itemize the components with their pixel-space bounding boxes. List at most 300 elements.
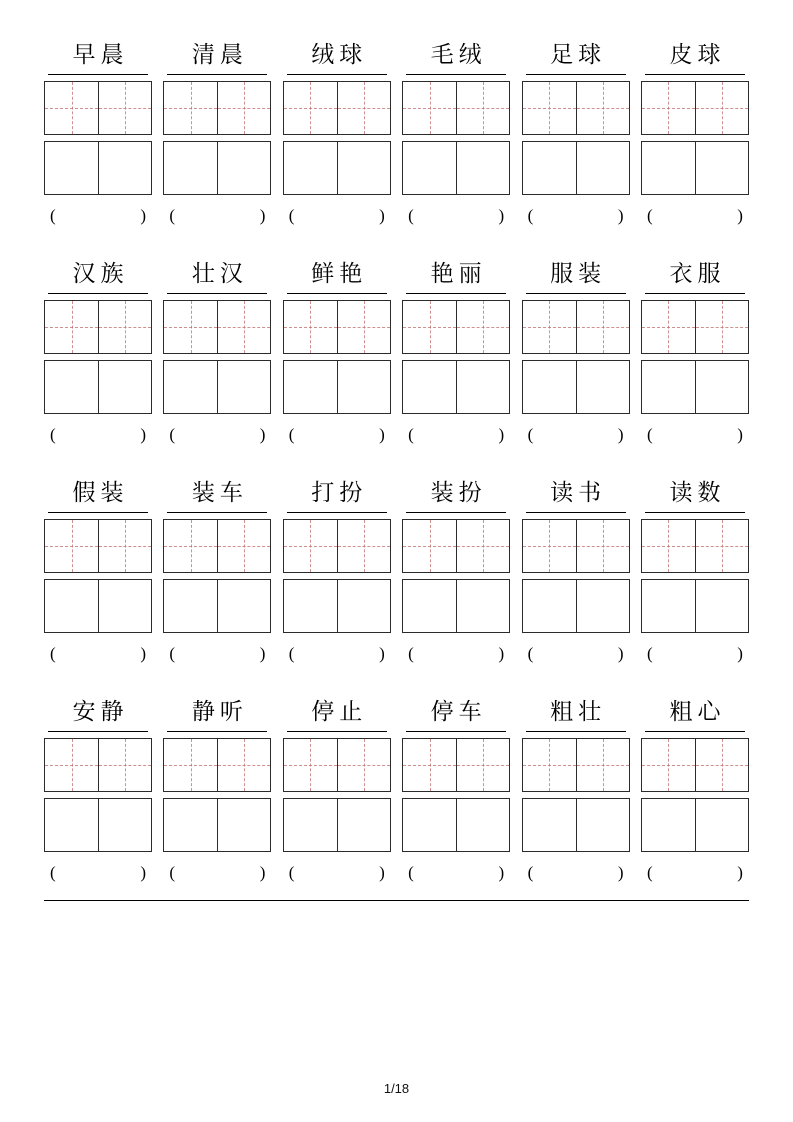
- word-label: 停车: [406, 697, 506, 732]
- grid-square[interactable]: [403, 361, 456, 413]
- writing-grid-blank[interactable]: [641, 798, 749, 852]
- grid-square[interactable]: [576, 580, 629, 632]
- word-cell: [641, 259, 749, 450]
- writing-grid-guided[interactable]: [522, 300, 630, 354]
- grid-square[interactable]: [217, 82, 270, 134]
- answer-parentheses[interactable]: [283, 858, 391, 888]
- grid-square[interactable]: [642, 142, 695, 194]
- writing-grid-blank[interactable]: [522, 798, 630, 852]
- word-cell: [44, 478, 152, 669]
- paren-close: ): [737, 206, 743, 225]
- grid-square[interactable]: [284, 361, 337, 413]
- writing-grid-guided[interactable]: [522, 81, 630, 135]
- writing-grid-stack: [641, 300, 749, 414]
- grid-square[interactable]: [523, 799, 576, 851]
- grid-square[interactable]: [642, 301, 695, 353]
- grid-square[interactable]: [164, 739, 217, 791]
- grid-square[interactable]: [403, 520, 456, 572]
- grid-square[interactable]: [642, 520, 695, 572]
- grid-square[interactable]: [45, 301, 98, 353]
- grid-square[interactable]: [695, 361, 748, 413]
- grid-square[interactable]: [403, 142, 456, 194]
- grid-square[interactable]: [45, 799, 98, 851]
- grid-square[interactable]: [337, 799, 390, 851]
- grid-square[interactable]: [523, 361, 576, 413]
- paren-close: ): [617, 644, 624, 663]
- paren-open: (: [288, 863, 295, 882]
- answer-parentheses[interactable]: [44, 639, 152, 669]
- writing-grid-blank[interactable]: [283, 360, 391, 414]
- writing-grid-guided[interactable]: [402, 81, 510, 135]
- word-cell: [402, 697, 510, 888]
- paren-close: ): [737, 863, 743, 882]
- grid-square[interactable]: [695, 799, 748, 851]
- grid-square[interactable]: [576, 82, 629, 134]
- word-label: 读书: [526, 478, 626, 513]
- grid-square[interactable]: [695, 580, 748, 632]
- writing-grid-guided[interactable]: [641, 81, 749, 135]
- word-label: 打扮: [287, 478, 387, 513]
- grid-square[interactable]: [284, 799, 337, 851]
- word-cell: [402, 40, 510, 231]
- paren-open: (: [50, 863, 56, 882]
- row-spacer: [44, 675, 749, 697]
- grid-square[interactable]: [337, 142, 390, 194]
- paren-open: (: [169, 863, 176, 882]
- grid-square[interactable]: [456, 799, 509, 851]
- paren-open: (: [527, 206, 534, 225]
- grid-square[interactable]: [45, 361, 98, 413]
- writing-grid-stack: [283, 300, 391, 414]
- word-label: 艳丽: [406, 259, 506, 294]
- paren-close: ): [379, 425, 385, 444]
- grid-square[interactable]: [337, 739, 390, 791]
- writing-grid-blank[interactable]: [283, 141, 391, 195]
- grid-square[interactable]: [217, 520, 270, 572]
- grid-square[interactable]: [403, 301, 456, 353]
- answer-parentheses[interactable]: [522, 639, 630, 669]
- grid-square[interactable]: [98, 361, 151, 413]
- word-cell: [522, 259, 630, 450]
- grid-square[interactable]: [337, 301, 390, 353]
- grid-square[interactable]: [98, 520, 151, 572]
- word-label: 壮汉: [167, 259, 267, 294]
- grid-square[interactable]: [642, 799, 695, 851]
- word-label: 清晨: [167, 40, 267, 75]
- writing-grid-blank[interactable]: [44, 798, 152, 852]
- word-label: 停止: [287, 697, 387, 732]
- writing-grid-blank[interactable]: [283, 579, 391, 633]
- grid-square[interactable]: [98, 739, 151, 791]
- grid-square[interactable]: [695, 142, 748, 194]
- answer-parentheses[interactable]: [641, 420, 749, 450]
- paren-open: (: [408, 863, 414, 882]
- grid-square[interactable]: [98, 301, 151, 353]
- grid-square[interactable]: [217, 580, 270, 632]
- word-cell: [641, 697, 749, 888]
- answer-parentheses[interactable]: [641, 858, 749, 888]
- writing-grid-stack: [283, 519, 391, 633]
- word-cell: [283, 478, 391, 669]
- answer-parentheses[interactable]: [522, 420, 630, 450]
- word-label: 安静: [48, 697, 148, 732]
- writing-grid-stack: [163, 519, 271, 633]
- writing-grid-blank[interactable]: [44, 579, 152, 633]
- paren-close: ): [140, 425, 146, 444]
- writing-grid-blank[interactable]: [44, 360, 152, 414]
- paren-open: (: [50, 644, 56, 663]
- writing-grid-guided[interactable]: [402, 519, 510, 573]
- answer-parentheses[interactable]: [402, 420, 510, 450]
- answer-parentheses[interactable]: [283, 639, 391, 669]
- writing-grid-guided[interactable]: [44, 300, 152, 354]
- writing-grid-stack: [44, 81, 152, 195]
- writing-grid-stack: [283, 81, 391, 195]
- writing-grid-guided[interactable]: [402, 300, 510, 354]
- writing-grid-guided[interactable]: [163, 519, 271, 573]
- writing-grid-blank[interactable]: [163, 579, 271, 633]
- writing-grid-stack: [44, 300, 152, 414]
- grid-square[interactable]: [164, 361, 217, 413]
- table-row: [44, 259, 749, 450]
- writing-grid-stack: [402, 81, 510, 195]
- word-cell: [402, 259, 510, 450]
- grid-square[interactable]: [45, 520, 98, 572]
- writing-grid-stack: [641, 738, 749, 852]
- writing-grid-guided[interactable]: [641, 738, 749, 792]
- row-spacer: [44, 237, 749, 259]
- grid-square[interactable]: [164, 142, 217, 194]
- writing-grid-stack: [522, 300, 630, 414]
- word-label: 假装: [48, 478, 148, 513]
- grid-square[interactable]: [284, 82, 337, 134]
- word-label: 绒球: [287, 40, 387, 75]
- writing-grid-stack: [641, 519, 749, 633]
- writing-grid-guided[interactable]: [402, 738, 510, 792]
- writing-grid-guided[interactable]: [641, 519, 749, 573]
- writing-grid-stack: [283, 738, 391, 852]
- grid-square[interactable]: [456, 142, 509, 194]
- paren-close: ): [498, 206, 505, 225]
- answer-parentheses[interactable]: [641, 639, 749, 669]
- writing-grid-stack: [44, 519, 152, 633]
- word-row-block: [44, 697, 749, 888]
- grid-square[interactable]: [284, 580, 337, 632]
- grid-square[interactable]: [284, 739, 337, 791]
- grid-square[interactable]: [337, 580, 390, 632]
- paren-close: ): [617, 206, 624, 225]
- paren-open: (: [50, 425, 56, 444]
- writing-grid-stack: [522, 738, 630, 852]
- answer-parentheses[interactable]: [402, 201, 510, 231]
- grid-square[interactable]: [695, 82, 748, 134]
- paren-open: (: [50, 206, 56, 225]
- paren-close: ): [259, 863, 266, 882]
- grid-square[interactable]: [456, 580, 509, 632]
- writing-grid-guided[interactable]: [44, 738, 152, 792]
- writing-grid-stack: [402, 738, 510, 852]
- grid-square[interactable]: [98, 82, 151, 134]
- writing-grid-blank[interactable]: [522, 579, 630, 633]
- answer-parentheses[interactable]: [641, 201, 749, 231]
- paren-close: ): [498, 863, 505, 882]
- grid-square[interactable]: [523, 82, 576, 134]
- paren-open: (: [288, 425, 295, 444]
- writing-grid-guided[interactable]: [163, 81, 271, 135]
- writing-grid-guided[interactable]: [283, 738, 391, 792]
- word-cell: [641, 478, 749, 669]
- grid-square[interactable]: [45, 739, 98, 791]
- word-row-block: [44, 40, 749, 231]
- grid-square[interactable]: [456, 739, 509, 791]
- answer-parentheses[interactable]: [402, 639, 510, 669]
- writing-grid-stack: [163, 81, 271, 195]
- word-cell: [44, 697, 152, 888]
- writing-grid-blank[interactable]: [283, 798, 391, 852]
- writing-grid-blank[interactable]: [641, 579, 749, 633]
- word-cell: [283, 697, 391, 888]
- grid-square[interactable]: [456, 520, 509, 572]
- table-row: [44, 40, 749, 231]
- grid-square[interactable]: [695, 301, 748, 353]
- paren-close: ): [498, 425, 505, 444]
- word-row-block: [44, 259, 749, 450]
- grid-square[interactable]: [403, 739, 456, 791]
- row-spacer: [44, 456, 749, 478]
- answer-parentheses[interactable]: [163, 201, 271, 231]
- writing-grid-guided[interactable]: [163, 738, 271, 792]
- writing-grid-blank[interactable]: [163, 141, 271, 195]
- grid-square[interactable]: [576, 142, 629, 194]
- word-label: 衣服: [645, 259, 745, 294]
- writing-grid-blank[interactable]: [641, 360, 749, 414]
- writing-grid-blank[interactable]: [402, 360, 510, 414]
- grid-square[interactable]: [642, 82, 695, 134]
- answer-parentheses[interactable]: [163, 639, 271, 669]
- grid-square[interactable]: [217, 799, 270, 851]
- grid-square[interactable]: [337, 520, 390, 572]
- grid-square[interactable]: [456, 301, 509, 353]
- worksheet-rows: [44, 40, 749, 901]
- paren-open: (: [527, 644, 534, 663]
- answer-parentheses[interactable]: [44, 858, 152, 888]
- grid-square[interactable]: [403, 580, 456, 632]
- paren-open: (: [169, 644, 176, 663]
- grid-square[interactable]: [164, 520, 217, 572]
- word-cell: [402, 478, 510, 669]
- writing-grid-guided[interactable]: [522, 738, 630, 792]
- grid-square[interactable]: [576, 520, 629, 572]
- word-cell: [163, 40, 271, 231]
- paren-close: ): [379, 644, 385, 663]
- grid-square[interactable]: [576, 361, 629, 413]
- grid-square[interactable]: [337, 361, 390, 413]
- word-label: 皮球: [645, 40, 745, 75]
- answer-parentheses[interactable]: [163, 858, 271, 888]
- word-cell: [44, 259, 152, 450]
- writing-grid-guided[interactable]: [522, 519, 630, 573]
- grid-square[interactable]: [642, 739, 695, 791]
- writing-grid-stack: [44, 738, 152, 852]
- paren-open: (: [169, 425, 176, 444]
- paren-open: (: [288, 206, 295, 225]
- word-cell: [163, 478, 271, 669]
- answer-parentheses[interactable]: [522, 201, 630, 231]
- grid-square[interactable]: [403, 799, 456, 851]
- grid-square[interactable]: [98, 580, 151, 632]
- word-label: 鲜艳: [287, 259, 387, 294]
- writing-grid-guided[interactable]: [283, 300, 391, 354]
- writing-grid-blank[interactable]: [163, 360, 271, 414]
- word-cell: [163, 259, 271, 450]
- writing-grid-guided[interactable]: [163, 300, 271, 354]
- answer-parentheses[interactable]: [283, 201, 391, 231]
- paren-close: ): [498, 644, 505, 663]
- grid-square[interactable]: [642, 580, 695, 632]
- grid-square[interactable]: [523, 301, 576, 353]
- writing-grid-blank[interactable]: [522, 141, 630, 195]
- word-label: 毛绒: [406, 40, 506, 75]
- writing-grid-stack: [402, 300, 510, 414]
- grid-square[interactable]: [523, 739, 576, 791]
- word-label: 装车: [167, 478, 267, 513]
- paren-close: ): [140, 863, 146, 882]
- grid-square[interactable]: [337, 82, 390, 134]
- paren-close: ): [259, 425, 266, 444]
- grid-square[interactable]: [98, 142, 151, 194]
- grid-square[interactable]: [45, 82, 98, 134]
- word-row-block: [44, 478, 749, 669]
- word-cell: [641, 40, 749, 231]
- word-cell: [163, 697, 271, 888]
- word-label: 早晨: [48, 40, 148, 75]
- paren-open: (: [408, 644, 414, 663]
- grid-square[interactable]: [576, 739, 629, 791]
- writing-grid-blank[interactable]: [402, 579, 510, 633]
- word-cell: [283, 259, 391, 450]
- writing-grid-guided[interactable]: [283, 81, 391, 135]
- paren-open: (: [169, 206, 176, 225]
- paren-close: ): [737, 644, 743, 663]
- paren-open: (: [646, 644, 653, 663]
- word-label: 粗心: [645, 697, 745, 732]
- grid-square[interactable]: [284, 142, 337, 194]
- paren-close: ): [259, 644, 266, 663]
- grid-square[interactable]: [523, 580, 576, 632]
- writing-grid-stack: [163, 300, 271, 414]
- paren-open: (: [408, 206, 414, 225]
- grid-square[interactable]: [164, 301, 217, 353]
- word-label: 静听: [167, 697, 267, 732]
- grid-square[interactable]: [217, 739, 270, 791]
- writing-grid-blank[interactable]: [402, 798, 510, 852]
- answer-parentheses[interactable]: [522, 858, 630, 888]
- answer-parentheses[interactable]: [44, 201, 152, 231]
- writing-grid-blank[interactable]: [163, 798, 271, 852]
- grid-square[interactable]: [164, 82, 217, 134]
- bottom-rule: [44, 900, 749, 901]
- writing-grid-guided[interactable]: [44, 81, 152, 135]
- writing-grid-stack: [641, 81, 749, 195]
- grid-square[interactable]: [403, 82, 456, 134]
- writing-grid-guided[interactable]: [283, 519, 391, 573]
- paren-open: (: [646, 863, 653, 882]
- paren-close: ): [379, 863, 385, 882]
- grid-square[interactable]: [45, 580, 98, 632]
- paren-open: (: [288, 644, 295, 663]
- grid-square[interactable]: [164, 799, 217, 851]
- paren-open: (: [646, 425, 653, 444]
- paren-close: ): [259, 206, 266, 225]
- paren-open: (: [646, 206, 653, 225]
- grid-square[interactable]: [217, 301, 270, 353]
- grid-square[interactable]: [45, 142, 98, 194]
- writing-grid-blank[interactable]: [402, 141, 510, 195]
- answer-parentheses[interactable]: [44, 420, 152, 450]
- writing-grid-stack: [402, 519, 510, 633]
- grid-square[interactable]: [642, 361, 695, 413]
- paren-close: ): [140, 644, 146, 663]
- writing-grid-blank[interactable]: [641, 141, 749, 195]
- grid-square[interactable]: [456, 82, 509, 134]
- writing-grid-blank[interactable]: [44, 141, 152, 195]
- word-label: 足球: [526, 40, 626, 75]
- word-label: 汉族: [48, 259, 148, 294]
- word-cell: [522, 40, 630, 231]
- grid-square[interactable]: [523, 142, 576, 194]
- answer-parentheses[interactable]: [402, 858, 510, 888]
- writing-grid-stack: [522, 81, 630, 195]
- grid-square[interactable]: [164, 580, 217, 632]
- paren-close: ): [617, 425, 624, 444]
- grid-square[interactable]: [456, 361, 509, 413]
- grid-square[interactable]: [217, 361, 270, 413]
- paren-close: ): [617, 863, 624, 882]
- table-row: [44, 478, 749, 669]
- writing-grid-stack: [163, 738, 271, 852]
- paren-close: ): [140, 206, 146, 225]
- word-cell: [283, 40, 391, 231]
- answer-parentheses[interactable]: [283, 420, 391, 450]
- paren-open: (: [527, 863, 534, 882]
- word-label: 装扮: [406, 478, 506, 513]
- grid-square[interactable]: [284, 301, 337, 353]
- table-row: [44, 697, 749, 888]
- grid-square[interactable]: [576, 301, 629, 353]
- paren-close: ): [379, 206, 385, 225]
- writing-grid-guided[interactable]: [44, 519, 152, 573]
- writing-grid-guided[interactable]: [641, 300, 749, 354]
- writing-grid-stack: [522, 519, 630, 633]
- paren-close: ): [737, 425, 743, 444]
- word-label: 读数: [645, 478, 745, 513]
- grid-square[interactable]: [576, 799, 629, 851]
- word-cell: [44, 40, 152, 231]
- word-cell: [522, 697, 630, 888]
- word-label: 粗壮: [526, 697, 626, 732]
- grid-square[interactable]: [695, 520, 748, 572]
- answer-parentheses[interactable]: [163, 420, 271, 450]
- word-cell: [522, 478, 630, 669]
- word-label: 服装: [526, 259, 626, 294]
- grid-square[interactable]: [217, 142, 270, 194]
- grid-square[interactable]: [695, 739, 748, 791]
- writing-grid-blank[interactable]: [522, 360, 630, 414]
- paren-open: (: [408, 425, 414, 444]
- grid-square[interactable]: [284, 520, 337, 572]
- grid-square[interactable]: [523, 520, 576, 572]
- grid-square[interactable]: [98, 799, 151, 851]
